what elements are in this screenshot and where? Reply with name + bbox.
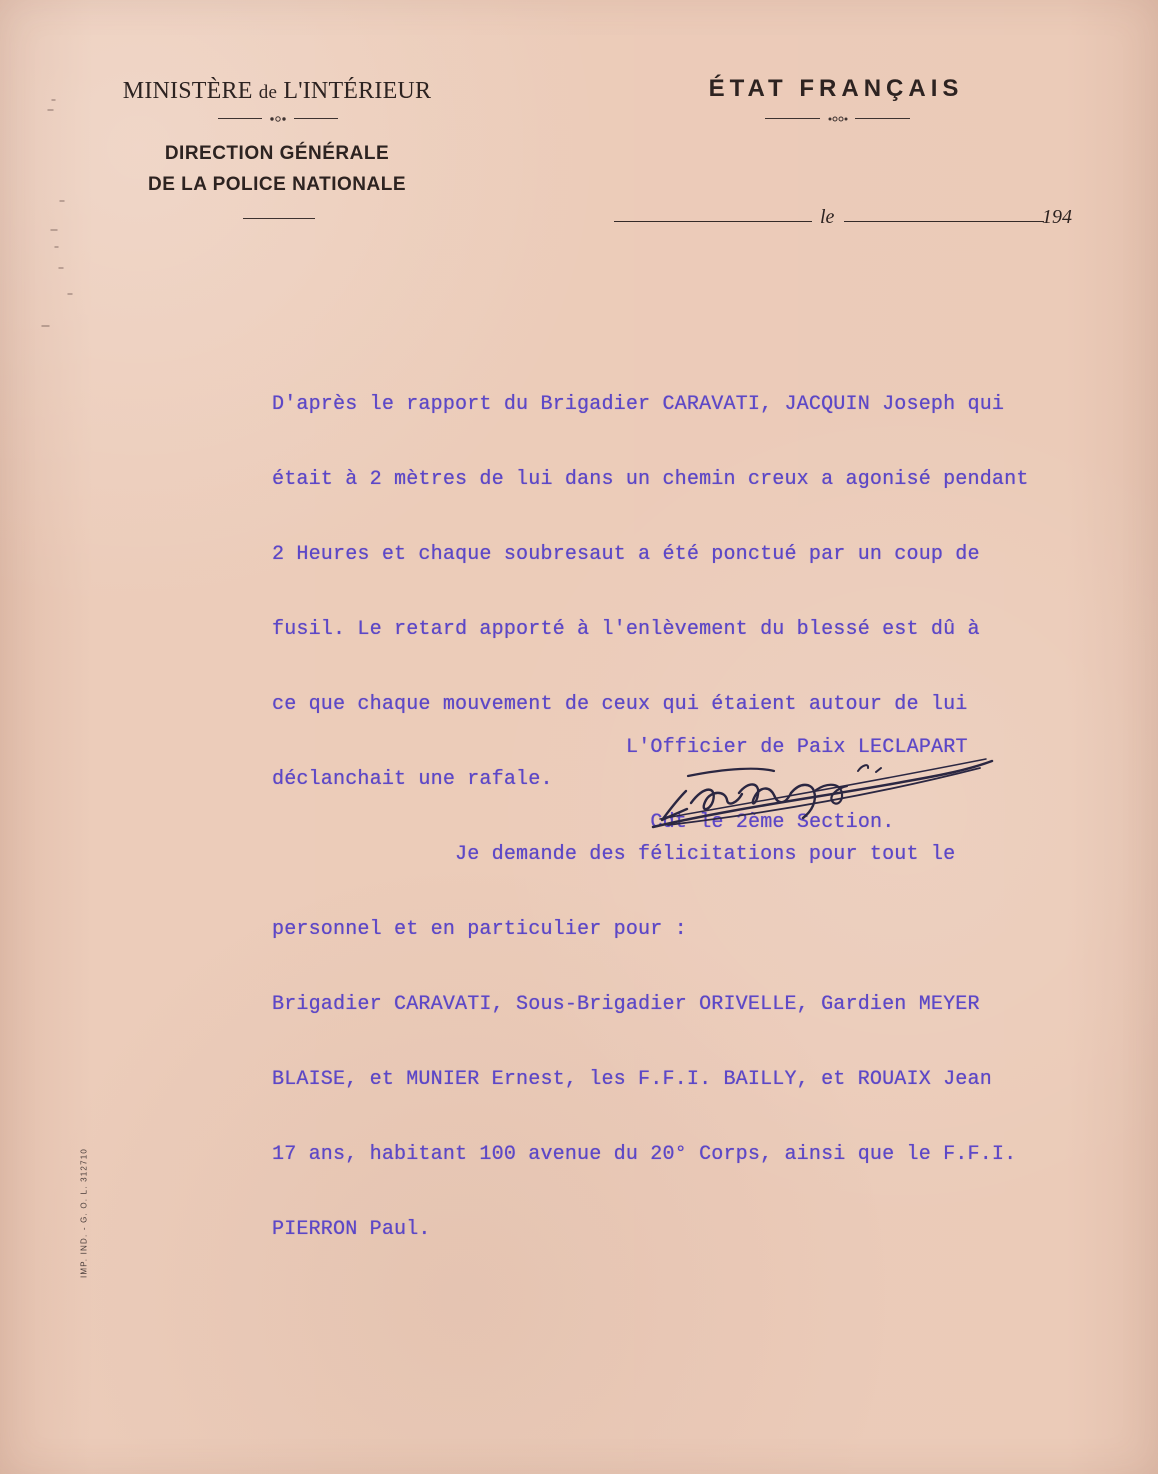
state-ornament-divider [765,114,910,124]
ministry-title [72,76,482,108]
date-connector: le [820,206,835,228]
ministry-suffix: L'INTÉRIEUR [283,78,432,104]
ministry-prefix: MINISTÈRE [122,78,253,104]
body-line: déclanchait une rafale. [272,768,553,791]
body-line: 2 Heures et chaque soubresaut a été ponctué par un coup de [272,543,980,566]
body-line: PIERRON Paul. [272,1218,431,1241]
body-line: était à 2 mètres de lui dans un chemin creux a agonisé pendant [272,468,1029,491]
officer-section-line: Cdt le 2ème Section. [626,811,895,834]
body-line: D'après le rapport du Brigadier CARAVATI, JACQUIN Joseph qui [272,393,1005,416]
police-direction-divider [243,213,315,223]
date-line [614,201,1084,231]
body-line: fusil. Le retard apporté à l'enlèvement du blessé est dû à [272,618,980,641]
place-blank-line [614,221,812,222]
body-line: Brigadier CARAVATI, Sous-Brigadier ORIVELLE, Gardien MEYER [272,993,980,1016]
date-blank-line [844,221,1044,222]
ministry-ornament-divider [218,114,338,124]
state-header [606,74,1066,104]
body-line: personnel et en particulier pour : [272,918,687,941]
direction-line-2: DE LA POLICE NATIONALE [148,174,406,195]
body-line: 17 ans, habitant 100 avenue du 20° Corps, ainsi que le F.F.I. [272,1143,1017,1166]
handwritten-signature [648,743,998,838]
body-line: BLAISE, et MUNIER Ernest, les F.F.I. BAILLY, et ROUAIX Jean [272,1068,992,1091]
direction-line-1: DIRECTION GÉNÉRALE [164,143,390,164]
ministry-header [72,76,482,200]
state-title: ÉTAT FRANÇAIS [708,75,964,102]
ministry-connector: de [258,82,278,103]
officer-name-line: L'Officier de Paix LECLAPART [626,736,968,759]
police-direction [72,138,482,200]
body-line: Je demande des félicitations pour tout le [272,843,956,866]
body-line: ce que chaque mouvement de ceux qui étaient autour de lui [272,693,968,716]
printer-imprint: IMP. IND. - G. O. L. 312710 [79,1147,89,1279]
year-prefix: 194 [1042,206,1072,228]
